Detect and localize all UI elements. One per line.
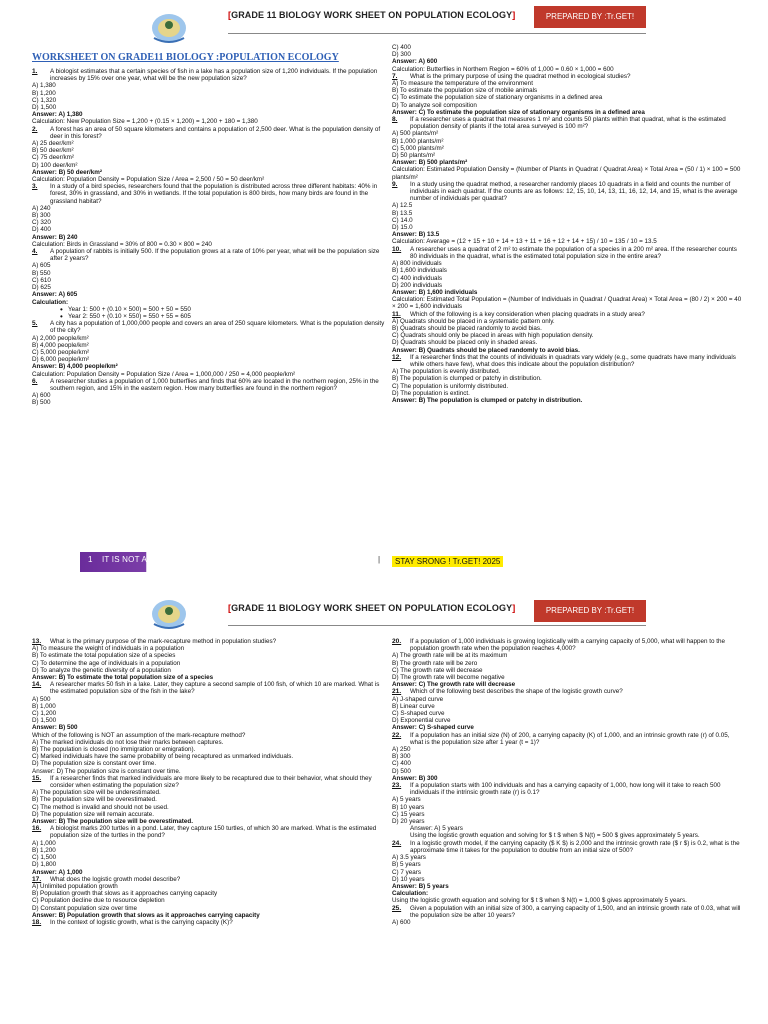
question-text: If a researcher uses a quadrat that measures 1 m² and counts 50 plants within that quadrat, what is the estimated population density of plants if the total area surveyed is 100 m²? xyxy=(410,116,726,131)
option-line: C) Marked individuals have the same probability of being recaptured as unmarked individuals. xyxy=(32,753,294,761)
question-number: 16. xyxy=(32,825,42,833)
option-line: Calculation: Estimated Population Density = (Number of Plants in Quadrat / Quadrat Area) × Total Area = (50 / 1) × 100 = 500 plants/m² xyxy=(392,166,741,181)
option-line: D) The population size will remain accurate. xyxy=(32,810,155,818)
question xyxy=(32,681,388,695)
option-line: Calculation: Population Density = Population Size / Area = 2,500 / 50 = 50 deer/km² xyxy=(32,176,265,184)
option-line: D) The population is extinct. xyxy=(392,389,470,397)
question xyxy=(32,825,388,839)
answer-line: Answer: B) The population size will be overestimated. xyxy=(32,818,193,826)
header-title: [GRADE 11 BIOLOGY WORK SHEET ON POPULATION ECOLOGY] xyxy=(228,603,516,613)
answer-line: Answer: B) 500 xyxy=(32,724,78,732)
option-line: D) The growth rate will become negative xyxy=(392,674,505,682)
question xyxy=(392,354,744,368)
option-line: C) 75 deer/km² xyxy=(32,154,74,162)
question-number: 6. xyxy=(32,377,38,385)
option-line: B) 300 xyxy=(392,753,411,761)
option-line: C) The population is uniformly distributed. xyxy=(392,382,509,390)
answer-line: Answer: A) 1,000 xyxy=(32,868,83,876)
option-line: B) 300 xyxy=(32,212,51,220)
option-line: Which of the following is NOT an assumption of the mark-recapture method? xyxy=(32,731,246,739)
question-number: 18. xyxy=(32,918,42,926)
option-line: D) To analyze soil composition xyxy=(392,101,477,109)
question-number: 12. xyxy=(392,353,402,361)
option-line: C) 610 xyxy=(32,276,51,284)
question xyxy=(392,181,744,203)
question-number: 5. xyxy=(32,320,38,328)
question xyxy=(392,246,744,260)
header-divider xyxy=(228,33,646,34)
option-line: C) 400 xyxy=(392,760,411,768)
option-line: B) 1,000 plants/m² xyxy=(392,137,444,145)
option-line: D) Quadrats should be placed only in shaded areas. xyxy=(392,339,538,347)
question-text: A biologist estimates that a certain species of fish in a lake has a population size of 1,200 individuals. If the population increases by 15% over one year, what will be the new population size? xyxy=(50,68,378,83)
question-text: A researcher uses a quadrat of 2 m² to estimate the population of a species in a 200 m² area. If the researcher counts 80 individuals in the quadrat, what is the estimated total population size in the entire area? xyxy=(410,245,737,260)
question-text: If a population of 1,000 individuals is growing logistically with a carrying capacity of 5,000, what will happen to the population growth rate when the population reaches 4,000? xyxy=(410,638,726,653)
question-text: In a study using the quadrat method, a researcher randomly places 10 quadrats in a field and counts the number of individuals in each quadrat. If the counts are as follows: 12, 15, 10, 14, 13, 11, 16, 12, 14, and 15, what is the average number of individuals per quadrat? xyxy=(410,180,738,203)
option-line: D) 15.0 xyxy=(392,224,413,232)
question-text: If a population starts with 100 individuals and has a carrying capacity of 1,000, how long will it take to reach 500 individuals if the intrinsic growth rate (r) is 0.1? xyxy=(410,782,721,797)
footer-stay-strong: STAY SRONG ! Tr.GET! 2025 xyxy=(392,556,503,567)
option-line: D) To analyze the genetic diversity of a population xyxy=(32,666,171,674)
bullet-line: • Year 2: 550 + (0.10 × 550) = 550 + 55 = 605 xyxy=(32,313,388,320)
option-line: A) 600 xyxy=(32,392,51,400)
answer-line: Answer: B) 240 xyxy=(32,233,78,241)
option-line: D) 1,500 xyxy=(32,104,57,112)
question-number: 24. xyxy=(392,839,402,847)
option-line: C) 5,000 people/km² xyxy=(32,348,90,356)
option-line: C) 1,200 xyxy=(32,710,57,718)
question-text: Which of the following is a key consideration when placing quadrats in a study area? xyxy=(410,310,645,318)
option-line: C) Population decline due to resource depletion xyxy=(32,897,165,905)
question xyxy=(392,688,744,695)
question-number: 8. xyxy=(392,116,398,124)
option-line: B) The population is clumped or patchy in distribution. xyxy=(392,375,542,383)
option-line: Using the logistic growth equation and solving for $ t $ when $ N(t) = 1,000 $ gives approximately 5 years. xyxy=(392,897,687,905)
option-line: A) 12.5 xyxy=(392,202,413,210)
question xyxy=(392,116,744,130)
question xyxy=(392,638,744,652)
option-line: C) The growth rate will decrease xyxy=(392,666,483,674)
header-divider xyxy=(228,625,646,626)
header-title: [GRADE 11 BIOLOGY WORK SHEET ON POPULATION ECOLOGY] xyxy=(228,10,516,20)
question-text: What does the logistic growth model describe? xyxy=(50,875,181,883)
option-line: B) 10 years xyxy=(392,803,425,811)
option-line: A) 2,000 people/km² xyxy=(32,334,89,342)
question xyxy=(32,68,388,82)
column-left-p1 xyxy=(32,52,388,407)
option-line: C) 15 years xyxy=(392,810,425,818)
question-text: A researcher studies a population of 1,000 butterflies and finds that 60% are located in the northern region, 25% in the southern region, and 15% in the eastern region. How many butterflies are found in the northern region? xyxy=(50,377,379,392)
option-line: Calculation: Estimated Total Population = (Number of Individuals in Quadrat / Quadrat Area) × Total Area = (80 / 2) × 200 = 40 × 200 = 1,600 individuals xyxy=(392,296,742,311)
option-line: B) 550 xyxy=(32,269,51,277)
answer-line: Answer: C) S-shaped curve xyxy=(392,724,474,732)
page-number: 1 xyxy=(88,555,93,564)
question xyxy=(32,126,388,140)
option-line: D) Constant population size over time xyxy=(32,904,137,912)
question-number: 15. xyxy=(32,774,42,782)
option-line: C) 320 xyxy=(32,219,51,227)
question-text: In a logistic growth model, if the carrying capacity ($ K $) is 2,000 and the intrinsic growth rate ($ r $) is 0.2, what is the approximate time it takes for the population to double from an initial size of 500? xyxy=(410,839,740,854)
question xyxy=(32,183,388,205)
question-number: 10. xyxy=(392,245,402,253)
option-line: Calculation: Population Density = Population Size / Area = 1,000,000 / 250 = 4,000 people/km² xyxy=(32,370,296,378)
option-line: A) Quadrats should be placed in a systematic pattern only. xyxy=(392,317,555,325)
option-line: A) The population is evenly distributed. xyxy=(392,368,501,376)
option-line: C) 400 individuals xyxy=(392,274,443,282)
option-line: D) 50 plants/m² xyxy=(392,152,436,160)
option-line: D) 1,500 xyxy=(32,717,57,725)
footer-separator: | xyxy=(378,555,381,564)
option-line: D) 625 xyxy=(32,284,51,292)
option-line: A) The growth rate will be at its maximum xyxy=(392,652,508,660)
question-text: If a researcher finds that the counts of individuals in quadrats vary widely (e.g., some quadrats have many individuals while others have few), what does this indicate about the population distribution? xyxy=(410,353,736,368)
school-logo-icon xyxy=(148,12,190,44)
option-line: A) 1,000 xyxy=(32,839,56,847)
prepared-by-badge: PREPARED BY :Tr.GET! xyxy=(534,600,646,622)
question-text: In the context of logistic growth, what is the carrying capacity (K)? xyxy=(50,918,233,926)
option-line: A) 240 xyxy=(32,204,51,212)
option-line: B) Quadrats should be placed randomly to avoid bias. xyxy=(392,324,542,332)
option-line: C) 14.0 xyxy=(392,216,413,224)
option-line: C) To estimate the population size of stationary organisms in a defined area xyxy=(392,94,603,102)
answer-line: Answer: C) To estimate the population size of stationary organisms in a defined area xyxy=(392,108,645,116)
question-text: A population of rabbits is initially 500. If the population grows at a rate of 10% per year, what will be the population size after 2 years? xyxy=(50,248,380,263)
option-line: A) The population size will be underestimated. xyxy=(32,789,161,797)
question-number: 22. xyxy=(392,731,402,739)
option-line: Answer: D) The population size is constant over time. xyxy=(32,767,181,775)
question-text: A city has a population of 1,000,000 people and covers an area of 250 square kilometers. What is the population density of the city? xyxy=(50,320,385,335)
question-number: 14. xyxy=(32,681,42,689)
option-line: D) Exponential curve xyxy=(392,717,451,725)
option-line: B) 500 xyxy=(32,399,51,407)
option-line: A) J-shaped curve xyxy=(392,695,444,703)
answer-line: Answer: A) 600 xyxy=(392,58,438,66)
question-text: Given a population with an initial size of 300, a carrying capacity of 1,500, and an intrinsic growth rate of 0.03, what will the population size be after 10 years? xyxy=(410,904,741,919)
option-line: C) 7 years xyxy=(392,868,422,876)
question xyxy=(32,775,388,789)
option-line: A) To measure the weight of individuals in a population xyxy=(32,645,185,653)
bullet-line: • Year 1: 500 + (0.10 × 500) = 500 + 50 = 550 xyxy=(32,306,388,313)
option-line: B) The population size will be overestimated. xyxy=(32,796,157,804)
answer-line: Answer: B) 300 xyxy=(392,774,438,782)
question xyxy=(32,248,388,262)
question xyxy=(32,378,388,392)
column-right-p2 xyxy=(392,638,744,926)
option-line: C) 400 xyxy=(392,44,411,51)
option-line: C) Quadrats should only be placed in areas with high population density. xyxy=(392,332,594,340)
answer-line: Answer: B) 4,000 people/km² xyxy=(32,363,118,371)
option-line: Calculation: Average = (12 + 15 + 10 + 14 + 13 + 11 + 16 + 12 + 14 + 15) / 10 = 135 / 10 = 13.5 xyxy=(392,238,657,246)
option-line: B) The population is closed (no immigration or emigration). xyxy=(32,746,196,754)
answer-line: Calculation: xyxy=(32,298,69,306)
option-line: B) 13.5 xyxy=(392,209,413,217)
option-line: A) 3.5 years xyxy=(392,854,426,862)
option-line: B) 4,000 people/km² xyxy=(32,341,89,349)
answer-line: Answer: C) The growth rate will decrease xyxy=(392,681,516,689)
question-number: 23. xyxy=(392,782,402,790)
option-line: D) The population size is constant over time. xyxy=(32,760,157,768)
answer-line: Answer: B) 50 deer/km² xyxy=(32,168,102,176)
option-line: C) To determine the age of individuals in a population xyxy=(32,659,181,667)
option-line: Calculation: Birds in Grassland = 30% of 800 = 0.30 × 800 = 240 xyxy=(32,240,212,248)
answer-line: Answer: B) 1,600 individuals xyxy=(392,288,478,296)
option-line: A) 500 plants/m² xyxy=(392,130,439,138)
question-text: If a researcher finds that marked individuals are more likely to be recaptured due to their behavior, what should they consider when estimating the population size? xyxy=(50,774,372,790)
question-text: A researcher marks 50 fish in a lake. Later, they capture a second sample of 100 fish, of which 10 are marked. What is the estimated population size of the fish in the lake? xyxy=(50,681,380,696)
option-line: B) To estimate the total population size of a species xyxy=(32,652,176,660)
option-line: D) 100 deer/km² xyxy=(32,161,78,169)
option-line: D) 300 xyxy=(392,51,411,59)
question xyxy=(32,919,388,926)
option-line: C) 5,000 plants/m² xyxy=(392,144,444,152)
option-line: A) The marked individuals do not lose their marks between captures. xyxy=(32,738,224,746)
option-line: D) 400 xyxy=(32,226,51,234)
column-left-p2 xyxy=(32,638,388,926)
question-text: Which of the following best describes the shape of the logistic growth curve? xyxy=(410,688,623,696)
option-line: A) 1,380 xyxy=(32,82,56,90)
worksheet-title: WORKSHEET ON GRADE11 BIOLOGY :POPULATION ECOLOGY xyxy=(32,52,339,63)
question-number: 4. xyxy=(32,248,38,256)
option-line: A) 5 years xyxy=(392,796,421,804)
option-line: D) 200 individuals xyxy=(392,281,443,289)
question xyxy=(392,782,744,796)
question xyxy=(392,73,744,80)
option-line: D) 1,800 xyxy=(32,861,57,869)
question-text: If a population has an initial size (N) of 200, a carrying capacity (K) of 1,000, and an intrinsic growth rate (r) of 0.05, what is the population size after 1 year (t = 1)? xyxy=(410,731,730,746)
answer-line: Answer: B) The population is clumped or patchy in distribution. xyxy=(392,396,583,404)
option-line: B) 1,000 xyxy=(32,702,56,710)
option-line: Calculation: Butterflies in Northern Region = 60% of 1,000 = 0.60 × 1,000 = 600 xyxy=(392,65,614,73)
answer-line: Answer: B) Population growth that slows as it approaches carrying capacity xyxy=(32,911,260,919)
indented-line: Answer: A) 5 years xyxy=(410,825,463,833)
question xyxy=(392,732,744,746)
option-line: C) S-shaped curve xyxy=(392,710,445,718)
option-line: D) 20 years xyxy=(392,818,425,826)
answer-line: Answer: B) 500 plants/m² xyxy=(392,159,468,167)
question-number: 3. xyxy=(32,183,38,191)
question-list xyxy=(392,638,744,926)
question-number: 1. xyxy=(32,68,38,75)
answer-line: Answer: A) 605 xyxy=(32,291,78,299)
option-line: B) 1,200 xyxy=(32,846,56,854)
option-line: A) To measure the temperature of the environment xyxy=(392,80,533,88)
prepared-by-badge: PREPARED BY :Tr.GET! xyxy=(534,6,646,28)
question-list xyxy=(392,44,744,404)
question xyxy=(32,320,388,334)
option-line: B) Linear curve xyxy=(392,702,435,710)
option-line: B) 5 years xyxy=(392,861,421,869)
option-line: C) 1,500 xyxy=(32,854,57,862)
question xyxy=(392,840,744,854)
answer-line: Answer: B) To estimate the total population size of a species xyxy=(32,674,214,682)
option-line: D) 6,000 people/km² xyxy=(32,356,90,364)
option-line: A) 25 deer/km² xyxy=(32,140,74,148)
question-list xyxy=(32,68,388,407)
question-text: A forest has an area of 50 square kilometers and contains a population of 2,500 deer. What is the population density of deer in this forest? xyxy=(50,125,381,140)
question-number: 11. xyxy=(392,310,401,318)
question-number: 9. xyxy=(392,180,398,188)
answer-line: Answer: A) 1,380 xyxy=(32,111,83,119)
answer-line: Answer: B) Quadrats should be placed randomly to avoid bias. xyxy=(392,346,580,354)
option-line: Calculation: New Population Size = 1,200 + (0.15 × 1,200) = 1,200 + 180 = 1,380 xyxy=(32,118,258,126)
question xyxy=(32,638,388,645)
option-line: A) 605 xyxy=(32,262,51,270)
option-line: A) 600 xyxy=(392,918,411,926)
answer-line: Calculation: xyxy=(392,890,429,898)
question-text: What is the primary purpose of using the quadrat method in ecological studies? xyxy=(410,72,631,80)
question-text: A biologist marks 200 turtles in a pond. Later, they capture 150 turtles, of which 30 are marked. What is the estimated population size of the turtles in the pond? xyxy=(50,825,377,840)
answer-line: Answer: B) 13.5 xyxy=(392,231,440,239)
option-line: B) 1,200 xyxy=(32,89,56,97)
question-text: In a study of a bird species, researchers found that the population is distributed across three different habitats: 40% in forest, 30% in grassland, and 30% in wetlands. If the total population is 800 birds, how many birds are found in the grassland habitat? xyxy=(50,183,378,205)
option-line: B) The growth rate will be zero xyxy=(392,659,478,667)
question-number: 17. xyxy=(32,875,42,883)
option-line: B) To estimate the population size of mobile animals xyxy=(392,87,538,95)
school-logo-icon xyxy=(148,598,190,630)
option-line: D) 10 years xyxy=(392,875,425,883)
question-number: 21. xyxy=(392,688,402,696)
question-number: 25. xyxy=(392,904,402,912)
question xyxy=(392,905,744,919)
option-line: A) 500 xyxy=(32,695,51,703)
question-list xyxy=(32,638,388,926)
worksheet-page-2 xyxy=(0,598,768,1024)
footer-banner xyxy=(80,552,550,572)
question xyxy=(392,311,744,318)
question-number: 7. xyxy=(392,72,398,80)
question-number: 20. xyxy=(392,638,402,645)
footer-motto: IT IS NOT ABOUT HOW LOUD , IT IS ABOUT HOW RIGHT ! xyxy=(102,555,329,564)
option-line: C) 1,320 xyxy=(32,96,57,104)
indented-line: Using the logistic growth equation and solving for $ t $ when $ N(t) = 500 $ gives approximately 5 years. xyxy=(410,832,700,840)
column-right-p1 xyxy=(392,44,744,404)
question-text: What is the primary purpose of the mark-recapture method in population studies? xyxy=(50,638,277,645)
option-line: B) 1,600 individuals xyxy=(392,267,447,275)
option-line: C) The method is invalid and should not be used. xyxy=(32,803,169,811)
option-line: A) Unlimited population growth xyxy=(32,882,118,890)
option-line: B) Population growth that slows as it approaches carrying capacity xyxy=(32,890,218,898)
answer-line: Answer: B) 5 years xyxy=(392,882,449,890)
question-number: 13. xyxy=(32,638,42,645)
option-line: A) 800 individuals xyxy=(392,260,442,268)
question-number: 2. xyxy=(32,125,38,133)
option-line: A) 250 xyxy=(392,746,411,754)
option-line: B) 50 deer/km² xyxy=(32,147,74,155)
option-line: D) 500 xyxy=(392,767,411,775)
question xyxy=(32,876,388,883)
